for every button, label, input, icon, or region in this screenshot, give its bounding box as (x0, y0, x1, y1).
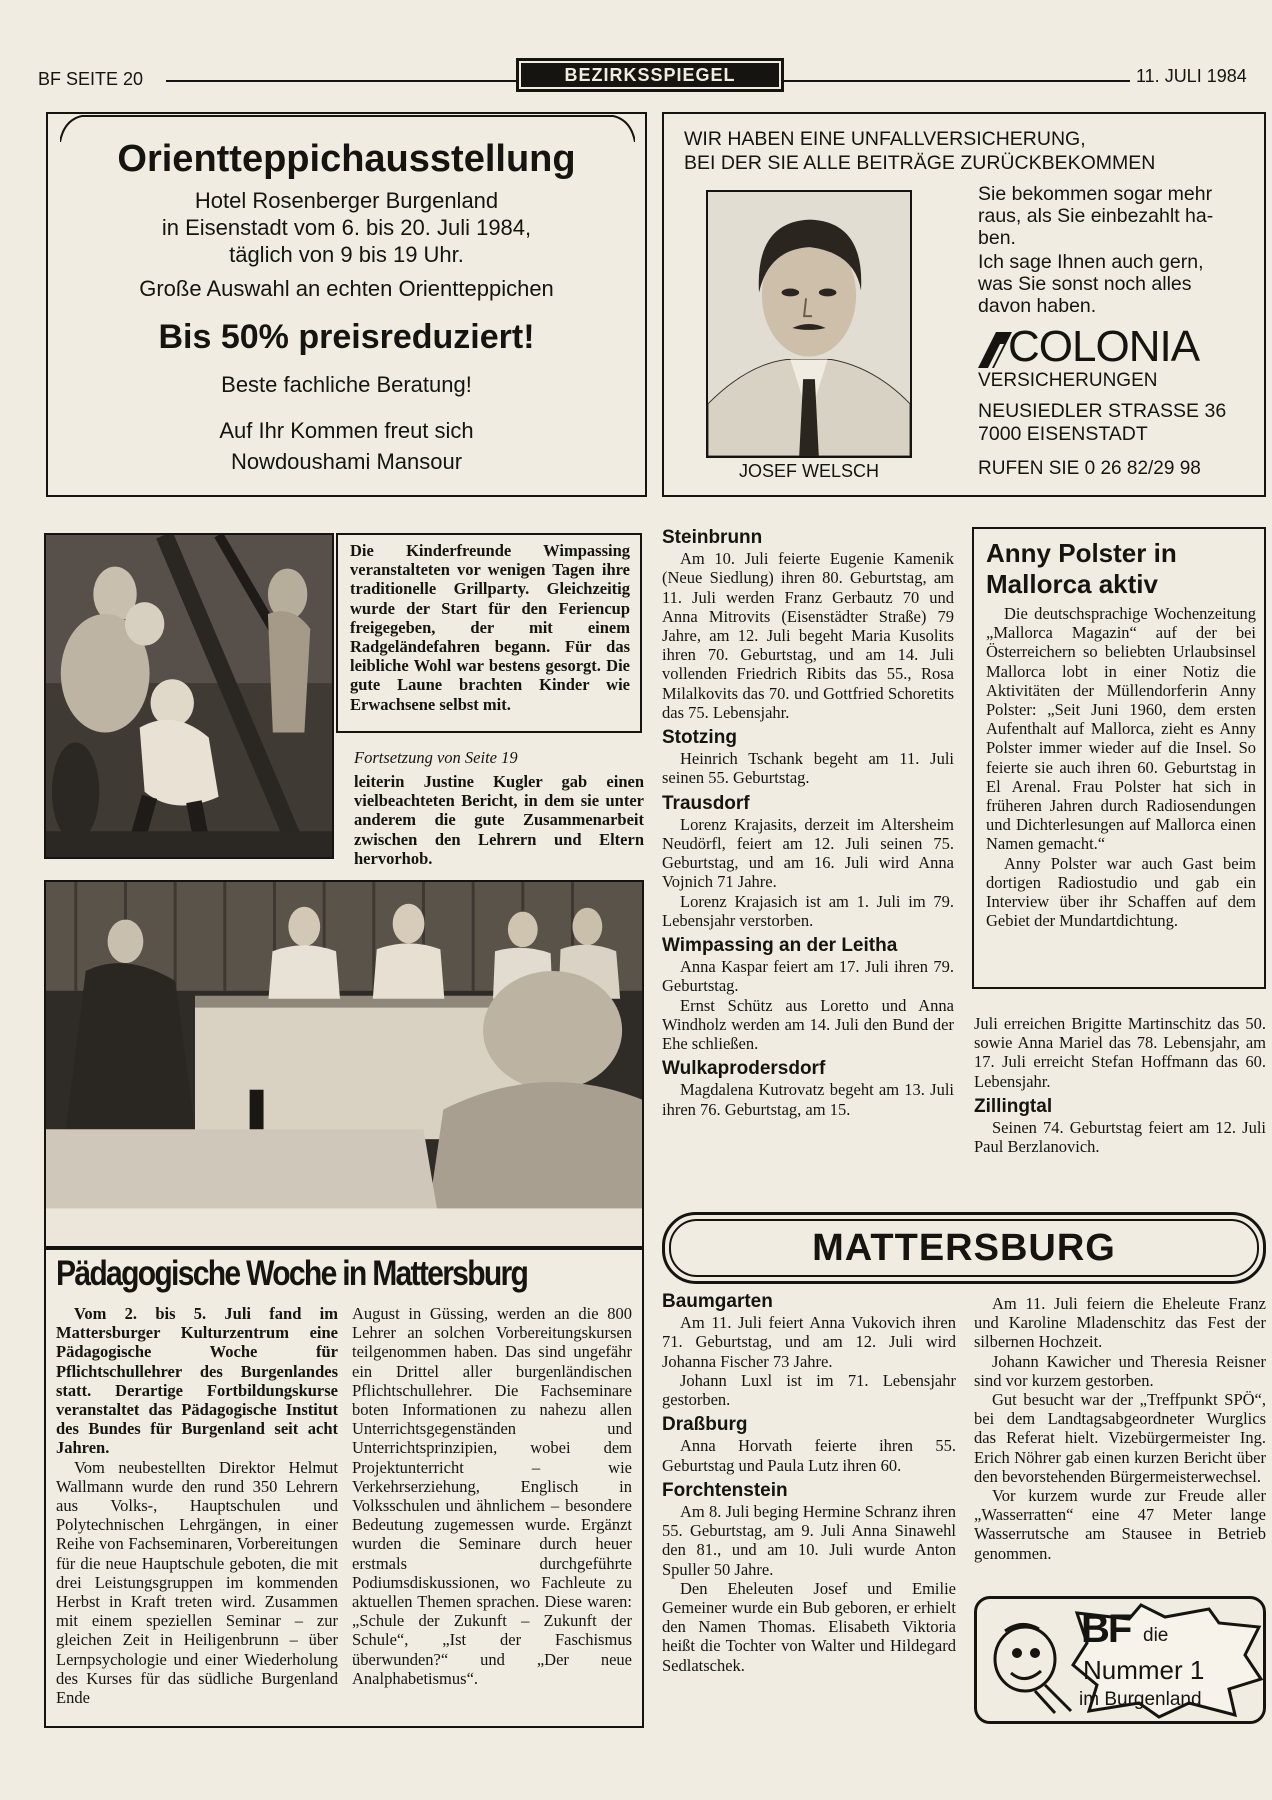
polster-text: Die deutschsprachige Wochenzeitung „Mallorca Magazin“ auf der bei Österreichern so beliebten Urlaubsinsel Mallorca lobt in einer Notiz die Aktivitäten der Müllendorferin Anny Polster: „Seit Juni 1960, dem ersten Aufenthalt auf Mallorca, zieht es Anny Polster immer wieder auf die Insel. So feierte sie auch ihren 60. Geburtstag in El Arenal. Frau Polster hat sich in früheren Jahren durch Radiosendungen und Dichterlesungen auf Mallorca einen Namen gemacht.“ Anny Polster war auch Gast beim dortigen Radiostudio und gab ein Interview über ihr Schaffen auf dem Gebiet der Mundartdichtung. (986, 604, 1256, 931)
wulkaprodersdorf-heading: Wulkaprodersdorf (662, 1058, 826, 1080)
birthdays-column: Steinbrunn Am 10. Juli feierte Eugenie Kamenik (Neue Siedlung) ihren 80. Geburtstag, am 11. Juli werden Franz Gerbautz 70 und Anna Mitrovits (Eisenstädter Straße) 79 Jahre, am 12. Juli begeht Maria Kusolits ihren 70. Geburtstag, und am 14. Juli vollenden Friedrich Ribits das 55., Rosa Milalkovits das 70. und Gottfried Schoretits das 75. Lebensjahr. Stotzing Heinrich Tschank begeht am 11. Juli seinen 55. Geburtstag. Trausdorf Lorenz Krajasits, derzeit im Altersheim Neudörfl, feiert am 12. Juli seinen 75. Geburtstag, und am 16. Juli wird Anna Vojnich 71 Jahre. Lorenz Krajasich ist am 1. Juli im 79. Lebensjahr verstorben. Wimpassing an der Leitha Anna Kaspar feiert am 17. Juli ihren 79. Geburtstag. Ernst Schütz aus Loretto und Anna Windholz werden am 14. Juli den Bund der Ehe schließen. Wulkaprodersdorf Magdalena Kutrovatz begeht am 13. Juli ihren 76. Geburtstag, am 15. (662, 527, 954, 1119)
colonia-text-1b: raus, als Sie einbezahlt ha- (978, 205, 1214, 227)
colonia-text-2b: was Sie sonst noch alles (978, 273, 1192, 295)
bf-word-burgenland: im Burgenland (1079, 1689, 1202, 1710)
grillparty-photo (44, 533, 334, 859)
orient-ad-line5: Beste fachliche Beratung! (221, 372, 472, 397)
orient-ad-headline: Bis 50% preisreduziert! (158, 318, 535, 356)
colonia-text-2a: Ich sage Ihnen auch gern, (978, 251, 1204, 273)
forchtenstein-heading: Forchtenstein (662, 1479, 788, 1501)
bf-mascot-icon (985, 1615, 1077, 1715)
continued-text: leiterin Justine Kugler gab einen vielbeachteten Bericht, in dem sie unter anderem die gute Zusammenarbeit zwischen den Lehrern und Eltern hervorhob. (354, 772, 644, 868)
mattersburg-banner: MATTERSBURG (662, 1212, 1266, 1284)
colonia-logo: COLONIA (1008, 322, 1200, 371)
continued-label: Fortsetzung von Seite 19 (354, 748, 518, 767)
bf-word-die: die (1143, 1625, 1169, 1646)
colonia-person-name: JOSEF WELSCH (738, 461, 880, 481)
mattersburg-col-2: Am 11. Juli feiern die Eheleute Franz und Karoline Mladenschitz das Fest der silbernen Hochzeit. Johann Kawicher und Theresia Reisner sind vor kurzem gestorben. Gut besucht war der „Treffpunkt SPÖ“, bei dem Landtagsabgeordneter Wurglics das Referat hielt. Vizebürgermeister Ing. Erich Nöhrer gab einen kurzen Bericht über den bevorstehenden Bürgermeisterwechsel. Vor kurzem wurde zur Freude aller „Wasserratten“ eine 47 Meter lange Wasserrutsche am Stausee in Betrieb genommen. (974, 1294, 1266, 1563)
bf-logo: BF (1081, 1607, 1131, 1651)
drassburg-heading: Draßburg (662, 1414, 748, 1436)
paedagogik-col-2: August in Güssing, werden an die 800 Lehrer an solchen Vorbereitungskursen teilgenommen haben. Das sind ungefähr ein Drittel aller burgenländischen Pflichtschullehrer. Die Fachseminare boten Informationen zu nahezu allen Unterrichtsgegenständen und Unterrichtsprinzipien, wobei dem Projektunterricht – wie Verkehrserziehung, Englisch in Volksschulen und ähnlichem – besondere Bedeutung zugemessen wurde. Ergänzt wurden die Seminare durch heuer erstmals durchgeführte Podiumsdiskussionen, wo Fachleute zu aktuellen Themen sprachen. Diese waren: „Schule der Zukunft – Zukunft der Schule“, „Ist der Faschismus überwunden?“ und „Der neue Analphabetismus“. (352, 1304, 632, 1688)
mattersburg-col-1: Baumgarten Am 11. Juli feiert Anna Vukovich ihren 71. Geburtstag, und am 12. Juli wird Johanna Fischer 73 Jahre. Johann Luxl ist im 71. Lebensjahr gestorben. Draßburg Anna Horvath feierte ihren 55. Geburtstag und Paula Lutz ihren 60. Forchtenstein Am 8. Juli beging Hermine Schranz ihren 55. Geburtstag, am 9. Juli Anna Sinawehl den 81., und am 10. Juli wurde Anton Spuller 50 Jahre. Den Eheleuten Josef und Emilie Gemeiner wurde ein Bub geboren, er erhielt den Namen Thomas. Elisabeth Viktoria heißt die Tochter von Walter und Hildegard Sedlatschek. (662, 1291, 956, 1675)
colonia-logo-sub: VERSICHERUNGEN (978, 370, 1158, 391)
page-label: BF SEITE 20 (38, 69, 144, 89)
orient-ad-title: Orientteppichausstellung (117, 138, 576, 180)
birthdays-continued: Juli erreichen Brigitte Martinschitz das 50. sowie Anna Mariel das 78. Lebensjahr, am 17. Juli erreicht Stefan Hoffmann das 60. Lebensjahr. Zillingtal Seinen 74. Geburtstag feiert am 12. Juli Paul Berzlanovich. (974, 1014, 1266, 1157)
trausdorf-heading: Trausdorf (662, 792, 750, 814)
section-title: BEZIRKSSPIEGEL (516, 58, 784, 92)
polster-title: Anny Polster in Mallorca aktiv (986, 538, 1177, 599)
colonia-address-2: 7000 EISENSTADT (978, 423, 1148, 445)
colonia-text-1a: Sie bekommen sogar mehr (978, 183, 1213, 205)
paedagogik-col-1: Vom 2. bis 5. Juli fand im Mattersburger Kulturzentrum eine Pädagogische Woche für Pflichtschullehrer des Burgenlandes statt. Derartige Fortbildungskurse veranstaltet das Pädagogische Institut des Bundes für Burgenland seit acht Jahren. Vom neubestellten Direktor Helmut Wallmann wurde den rund 350 Lehrern aus Volks-, Hauptschulen und Polytechnischen Lehrgängen, in einer Reihe von Fachseminaren, Vorbereitungen für die neue Hauptschule geboten, die mit drei Leistungsgruppen im kommenden Herbst in Kraft treten wird. Zusammen mit einem speziellen Seminar – zur gleichen Zeit in Heiligenbrunn – über Lernpsychologie und einer Wiederholung des Kurses für das südliche Burgenland Ende (56, 1304, 338, 1708)
wimpassing-heading: Wimpassing an der Leitha (662, 935, 898, 957)
paedagogik-title: Pädagogische Woche in Mattersburg (56, 1254, 528, 1293)
header-rule-right (784, 80, 1130, 82)
grillparty-caption: Die Kinderfreunde Wimpassing veranstalteten vor wenigen Tagen ihre traditionelle Grillparty. Gleichzeitig wurde der Start für den Feriencup freigegeben, der mit einem Radgeländefahren begann. Für das leibliche Wohl war bestens gesorgt. Die gute Laune brachten Kinder wie Erwachsene selbst mit. (350, 541, 630, 714)
orient-ad-line7: Nowdoushami Mansour (230, 449, 463, 474)
colonia-text-1c: ben. (978, 227, 1016, 249)
stotzing-heading: Stotzing (662, 727, 737, 749)
orient-ad-line6: Auf Ihr Kommen freut sich (219, 418, 474, 443)
podium-discussion-photo (44, 880, 644, 1248)
colonia-headline-1: WIR HABEN EINE UNFALLVERSICHERUNG, (684, 128, 1086, 150)
orient-ad-line2: in Eisenstadt vom 6. bis 20. Juli 1984, (161, 215, 532, 240)
colonia-headline-2: BEI DER SIE ALLE BEITRÄGE ZURÜCKBEKOMMEN (684, 152, 1156, 174)
colonia-text-2c: davon haben. (978, 295, 1097, 317)
colonia-address-1: NEUSIEDLER STRASSE 36 (978, 400, 1227, 422)
orient-ad-line4: Große Auswahl an echten Orientteppichen (139, 276, 554, 301)
orient-ad-line3: täglich von 9 bis 19 Uhr. (229, 242, 464, 267)
bf-ad (974, 1596, 1266, 1724)
colonia-phone: RUFEN SIE 0 26 82/29 98 (978, 458, 1201, 479)
orient-ad-line1: Hotel Rosenberger Burgenland (194, 188, 499, 213)
zillingtal-heading: Zillingtal (974, 1095, 1053, 1117)
baumgarten-heading: Baumgarten (662, 1291, 773, 1312)
header-rule-left (166, 80, 516, 82)
josef-welsch-photo (706, 190, 912, 458)
page-date: 11. JULI 1984 (1136, 66, 1247, 86)
steinbrunn-heading: Steinbrunn (662, 527, 763, 548)
bf-word-nummer: Nummer 1 (1083, 1655, 1205, 1685)
